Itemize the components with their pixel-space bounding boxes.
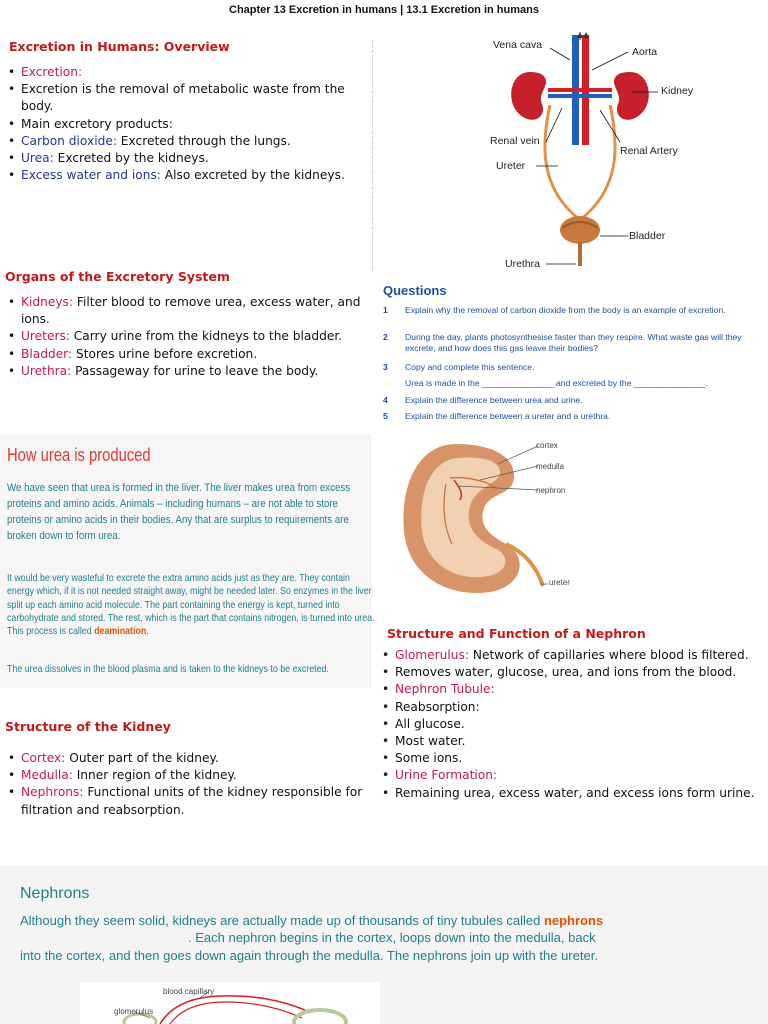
label-medulla: medulla bbox=[536, 462, 565, 471]
questions-title: Questions bbox=[383, 283, 447, 298]
excretory-system-diagram bbox=[480, 30, 720, 275]
nephron-function-item: • Most water. bbox=[382, 734, 466, 749]
label-aorta: Aorta bbox=[632, 46, 658, 58]
label-ureter-small: ureter bbox=[549, 578, 570, 587]
kidney-structure-item: • Medulla: Inner region of the kidney. bbox=[8, 768, 237, 783]
label-blood-capillary: blood capillary bbox=[163, 987, 215, 996]
label-glomerulus: glomerulus bbox=[114, 1007, 154, 1016]
nephron-function-item: • Urine Formation: bbox=[382, 768, 498, 783]
nephron-function-title: Structure and Function of a Nephron bbox=[387, 626, 646, 641]
organ-item: • Bladder: Stores urine before excretion. bbox=[8, 346, 258, 361]
nephrons-paragraph: Although they seem solid, kidneys are actually made up of thousands of tiny tubules called nephrons. Each nephron begins in the cortex, loops down into the medulla, back into the cortex, and then goes down again through the medulla. The nephrons join up with the ureter. bbox=[20, 913, 604, 963]
overview-title: Excretion in Humans: Overview bbox=[9, 39, 230, 54]
urea-paragraph-3: The urea dissolves in the blood plasma and is taken to the kidneys to be excreted. bbox=[7, 664, 329, 675]
kidney-structure-item: • Cortex: Outer part of the kidney. bbox=[8, 751, 219, 765]
urea-paragraph-1: We have seen that urea is formed in the liver. The liver makes urea from excess proteins and amino acids. Animals – including humans – are not able to store proteins or amino acids in their bodies. Any that are surplus to requirements are broken down to form urea. bbox=[7, 482, 351, 542]
nephron-function-item: • Reabsorption: bbox=[382, 699, 480, 714]
urea-title: How urea is produced bbox=[7, 445, 151, 465]
column-divider bbox=[372, 40, 373, 270]
nephron-function-item: • Removes water, glucose, urea, and ions from the blood. bbox=[382, 665, 737, 680]
nephron-function-item: • Nephron Tubule: bbox=[382, 682, 495, 697]
kidney-structure-list bbox=[6, 750, 368, 819]
overview-list bbox=[6, 64, 366, 184]
nephrons-title: Nephrons bbox=[20, 885, 90, 902]
label-urethra: Urethra bbox=[505, 258, 541, 270]
urea-paragraph-2: It would be very wasteful to excrete the extra amino acids just as they are. They contain energy which, if it is not needed straight away, might be needed later. So enzymes in the liver split up each amino acid molecule. The part containing the energy is kept, turned into carbohydrate and stored. The rest, which is the part that contains nitrogen, is turned into urea. This process is called deamination. bbox=[7, 573, 375, 638]
nephron-function-item: • Some ions. bbox=[382, 751, 463, 766]
organ-item: • Urethra: Passageway for urine to leave the body. bbox=[8, 363, 319, 378]
organ-item: • Kidneys: Filter blood to remove urea, excess water, and ions. bbox=[8, 295, 361, 327]
nephron-function-list bbox=[380, 647, 760, 802]
label-ureter: Ureter bbox=[496, 160, 526, 172]
label-kidney: Kidney bbox=[661, 85, 694, 97]
kidney-structure-title: Structure of the Kidney bbox=[5, 719, 171, 734]
label-vena-cava: Vena cava bbox=[493, 39, 543, 51]
overview-item: • Urea: Excreted by the kidneys. bbox=[8, 151, 209, 166]
nephron-diagram bbox=[80, 982, 380, 1024]
label-bladder: Bladder bbox=[629, 230, 666, 242]
nephrons-term: nephrons bbox=[543, 913, 604, 928]
overview-item: • Excretion is the removal of metabolic waste from the body. bbox=[8, 82, 345, 114]
organ-item: • Ureters: Carry urine from the kidneys to the bladder. bbox=[8, 329, 343, 344]
label-renal-artery: Renal Artery bbox=[620, 145, 678, 157]
deamination-term: deamination bbox=[94, 626, 147, 638]
nephron-function-item: • Glomerulus: Network of capillaries where blood is filtered. bbox=[382, 648, 749, 662]
nephron-function-item: • All glucose. bbox=[382, 716, 465, 731]
overview-item: • Carbon dioxide: Excreted through the lungs. bbox=[8, 133, 291, 148]
organs-list bbox=[6, 294, 368, 380]
label-renal-vein: Renal vein bbox=[490, 135, 540, 147]
overview-item: • Excretion: bbox=[8, 65, 83, 79]
nephron-function-item: • Remaining urea, excess water, and excess ions form urine. bbox=[382, 785, 755, 800]
organs-title: Organs of the Excretory System bbox=[5, 269, 230, 284]
overview-item: • Excess water and ions: Also excreted by the kidneys. bbox=[8, 168, 345, 183]
kidney-structure-item: • Nephrons: Functional units of the kidney responsible for filtration and reabsorption. bbox=[8, 785, 363, 817]
label-nephron: nephron bbox=[536, 486, 566, 495]
questions-box: Questions 1 Explain why the removal of carbon dioxide from the body is an example of excretion. 2 During the day, plants photosynthesise faster than they respire. What waste gas will they excrete, and how does this gas leave their bodies? 3 Copy and complete this sentence. Urea is made in the _______________ and excreted by the _______________. 4 Explain the difference between urea and urine. 5 Explain the difference between a ureter and a urethra. bbox=[383, 283, 742, 421]
label-cortex: cortex bbox=[536, 441, 558, 450]
page-header: Chapter 13 Excretion in humans | 13.1 Excretion in humans bbox=[229, 4, 539, 16]
overview-item: • Main excretory products: bbox=[8, 116, 173, 131]
urea-box bbox=[0, 434, 372, 688]
